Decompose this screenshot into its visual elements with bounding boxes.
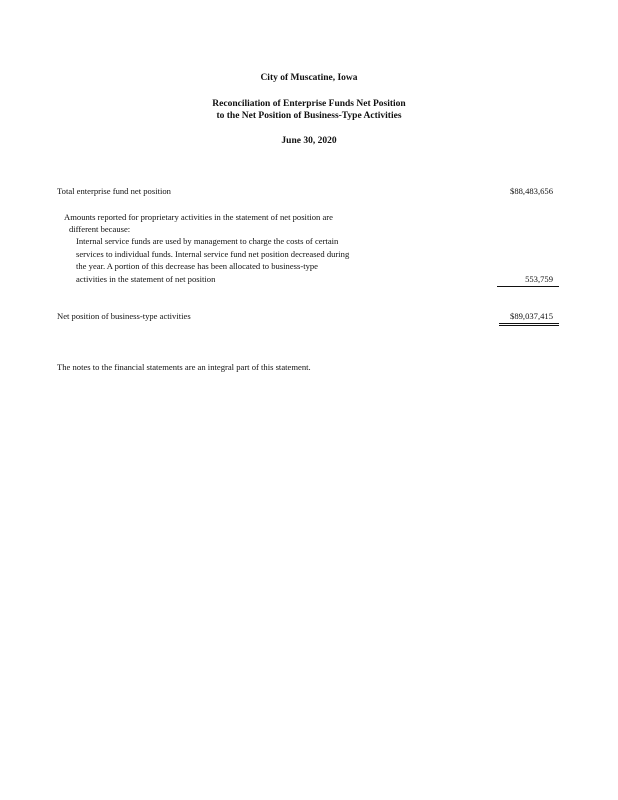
statement-title-line-2: to the Net Position of Business-Type Activities bbox=[216, 110, 402, 121]
entity-name: City of Muscatine, Iowa bbox=[260, 73, 358, 83]
statement-title-line-1: Reconciliation of Enterprise Funds Net Position bbox=[212, 99, 406, 109]
internal-service-line-3: the year. A portion of this decrease has been allocated to business-type bbox=[76, 261, 318, 271]
amounts-intro-line-2: different because: bbox=[69, 224, 131, 234]
footer-note: The notes to the financial statements are an integral part of this statement. bbox=[57, 362, 311, 372]
total-double-underline-bottom bbox=[499, 325, 559, 326]
net-position-label: Net position of business-type activities bbox=[57, 311, 191, 321]
subtotal-underline bbox=[497, 286, 559, 287]
statement-title bbox=[0, 99, 618, 122]
internal-service-line-1: Internal service funds are used by management to charge the costs of certain bbox=[76, 236, 339, 246]
internal-service-line-2: services to individual funds. Internal service fund net position decreased during bbox=[76, 249, 350, 259]
total-enterprise-label: Total enterprise fund net position bbox=[57, 186, 171, 196]
internal-service-amount: 553,759 bbox=[525, 274, 553, 284]
total-double-underline-top bbox=[499, 323, 559, 324]
statement-date: June 30, 2020 bbox=[281, 136, 337, 146]
internal-service-line-4: activities in the statement of net position bbox=[76, 274, 216, 284]
amounts-intro-line-1: Amounts reported for proprietary activities in the statement of net position are bbox=[64, 212, 333, 222]
total-enterprise-amount: $88,483,656 bbox=[510, 186, 553, 196]
net-position-amount: $89,037,415 bbox=[510, 311, 553, 321]
